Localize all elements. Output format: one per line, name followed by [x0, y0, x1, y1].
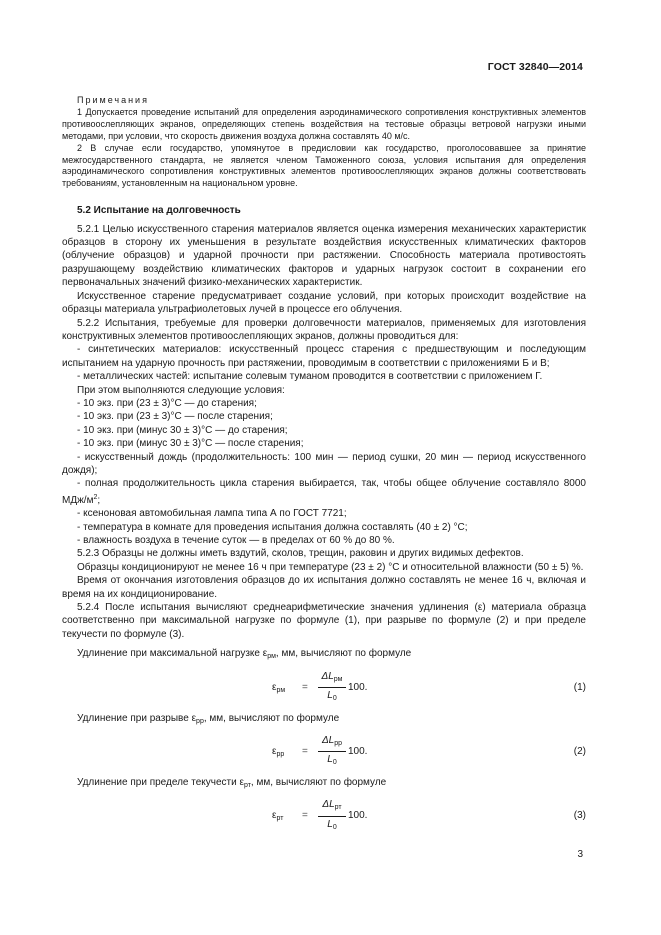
formula-3-fraction [318, 798, 346, 834]
formula-3-num-sub: рт [334, 804, 342, 812]
list-item-synthetic: - синтетических материалов: искусственный процесс старения с предшествующим и последующим испытанием на ударную прочность при растяжении, проводимым в соответствии с приложениями Б и В; [62, 344, 586, 369]
list-item-metal: - металлических частей: испытание солевым туманом проводится в соответствии с приложением Г. [77, 371, 543, 383]
note-2: 2 В случае если государство, упомянутое в предисловии как государство, проголосовавшее за принятие межгосударственного стандарта, не является членом Таможенного союза, условия испытания для определения аэродинамического сопротивления конструктивных элементов противоослепляющих экранов должны соответствовать требованиям, установленным на национальном уровне. [62, 142, 586, 189]
condition-6 [62, 477, 586, 507]
formula-2-intro [62, 712, 586, 728]
formula-2-den-sub: 0 [332, 759, 337, 767]
page-content [62, 95, 586, 836]
formula-2-denominator [318, 752, 346, 769]
paragraph-5-2-3-c: Время от окончания изготовления образцов до их испытания должно составлять не менее 16 ч, включая и время на их кондиционирование. [62, 575, 586, 600]
condition-5: - искусственный дождь (продолжительность: 100 мин — период сушки, 20 мин — период искусственного дождя); [62, 451, 586, 476]
condition-1: - 10 экз. при (23 ± 3)°С — до старения; [77, 397, 257, 409]
formula-3-lhs-sub: рт [276, 815, 284, 823]
formula-3-den: L [327, 818, 333, 830]
formula-1-den: L [327, 690, 333, 702]
formula-1-fraction [318, 670, 346, 706]
formula-2-num-sub: рр [334, 740, 343, 748]
formula-3-intro-end: , мм, вычисляют по формуле [250, 777, 387, 789]
formula-1-eq: = [302, 681, 308, 693]
formula-2-lhs: $\varepsilon_{рр}$ [272, 746, 285, 759]
formula-3-factor: 100. [348, 810, 368, 822]
formula-1-lhs-sub: рм [276, 686, 286, 694]
paragraph-5-2-3: 5.2.3 Образцы не должны иметь вздутий, сколов, трещин, раковин и других видимых дефектов. [77, 548, 524, 560]
notes-block [62, 95, 586, 190]
formula-3-den-sub: 0 [332, 823, 337, 831]
paragraph-5-2-1-b: Искусственное старение предусматривает создание условий, при которых происходит воздействие на образцы материала ультрафиолетовых лучей в процессе его облучения. [62, 290, 586, 316]
section-title: 5.2 Испытание на долговечность [77, 205, 241, 217]
formula-2 [62, 730, 586, 770]
note-1: 1 Допускается проведение испытаний для определения аэродинамического сопротивления конструктивных элементов противоослепляющих экранов, определяющих степень воздействия на тестовые образцы ветровой нагрузки иными методами, при условии, что скорость движения воздуха должна составлять 40 м/с. [62, 106, 586, 141]
formula-3-numerator [318, 798, 346, 816]
formula-3-label: (3) [573, 810, 586, 822]
formula-1-intro [62, 647, 586, 663]
formula-3-intro-sub: рт [243, 782, 251, 790]
formula-1 [62, 666, 586, 706]
formula-1-den-sub: 0 [332, 695, 337, 703]
paragraph-5-2-3-b: Образцы кондиционируют не менее 16 ч при температуре (23 ± 2) °С и относительной влажности (50 ± 5) %. [77, 561, 584, 573]
formula-1-factor: 100. [348, 681, 368, 693]
paragraph-5-2-4: 5.2.4 После испытания вычисляют среднеарифметические значения удлинения (ε) материала образца соответственно при максимальной нагрузке по формуле (1), при разрыве по формуле (2) и при пределе текучести по формуле (3). [62, 602, 586, 640]
condition-6-end: ; [97, 494, 101, 506]
conditions-intro: При этом выполняются следующие условия: [77, 384, 285, 396]
formula-1-delta: ΔL [321, 670, 334, 682]
condition-4: - 10 экз. при (минус 30 ± 3)°С — после старения; [77, 438, 304, 450]
paragraph-5-2-2: 5.2.2 Испытания, требуемые для проверки долговечности материалов, применяемых для изготовления конструктивных элементов противоослепляющих экранов, должны проводиться для: [62, 317, 586, 342]
condition-6-superscript: 2 [93, 493, 98, 501]
formula-1-label: (1) [573, 681, 586, 693]
condition-8: - температура в комнате для проведения испытания должна составлять (40 ± 2) °С; [77, 521, 468, 533]
formula-1-num-sub: рм [333, 675, 343, 683]
formula-3-lhs: $\varepsilon_{рт}$ [272, 810, 284, 823]
formula-3-intro [62, 776, 586, 792]
notes-title: Примечания [77, 95, 149, 105]
formula-2-numerator [318, 734, 346, 752]
document-header: ГОСТ 32840—2014 [487, 61, 583, 73]
formula-2-den: L [327, 754, 333, 766]
formula-2-label: (2) [573, 746, 586, 758]
formula-1-lhs: $\varepsilon_{рм}$ [272, 681, 286, 694]
formula-1-denominator [318, 688, 346, 705]
formula-2-factor: 100. [348, 746, 368, 758]
formula-2-fraction [318, 734, 346, 770]
formula-2-intro-text: Удлинение при разрыве ε [77, 712, 197, 724]
formula-2-eq: = [302, 746, 308, 758]
formula-1-numerator [318, 670, 346, 688]
formula-3-eq: = [302, 810, 308, 822]
formula-3-denominator [318, 817, 346, 834]
condition-6-text: - полная продолжительность цикла старения выбирается, так, чтобы общее облучение составляло 8000 МДж/м [62, 478, 586, 506]
condition-3: - 10 экз. при (минус 30 ± 3)°С — до старения; [77, 424, 288, 436]
formula-1-intro-text: Удлинение при максимальной нагрузке ε [77, 648, 268, 660]
condition-9: - влажность воздуха в течение суток — в пределах от 60 % до 80 %. [77, 535, 395, 546]
condition-2: - 10 экз. при (23 ± 3)°С — после старения; [77, 411, 273, 423]
formula-3-intro-text: Удлинение при пределе текучести ε [77, 777, 244, 789]
formula-2-delta: ΔL [321, 735, 335, 747]
formula-3-delta: ΔL [322, 799, 335, 811]
page-number: 3 [577, 849, 583, 860]
formula-1-intro-end: , мм, вычисляют по формуле [275, 648, 412, 660]
formula-3 [62, 794, 586, 834]
formula-2-intro-end: , мм, вычисляют по формуле [203, 712, 340, 724]
formula-1-intro-sub: рм [267, 653, 276, 661]
formula-2-lhs-sub: рр [276, 751, 285, 759]
paragraph-5-2-1: 5.2.1 Целью искусственного старения материалов является оценка измерения механических характеристик образцов в сторону их уменьшения в результате воздействия искусственных климатических факторов (облучение образцов) и ударной прочности при растяжении. Способность материала противостоять разрушающему воздействию климатических факторов и ударных нагрузок состоит в сохранении его первоначальных значений физико-механических характеристик. [62, 223, 586, 289]
formula-2-intro-sub: рр [196, 717, 204, 725]
condition-7: - ксеноновая автомобильная лампа типа А по ГОСТ 7721; [77, 508, 347, 520]
